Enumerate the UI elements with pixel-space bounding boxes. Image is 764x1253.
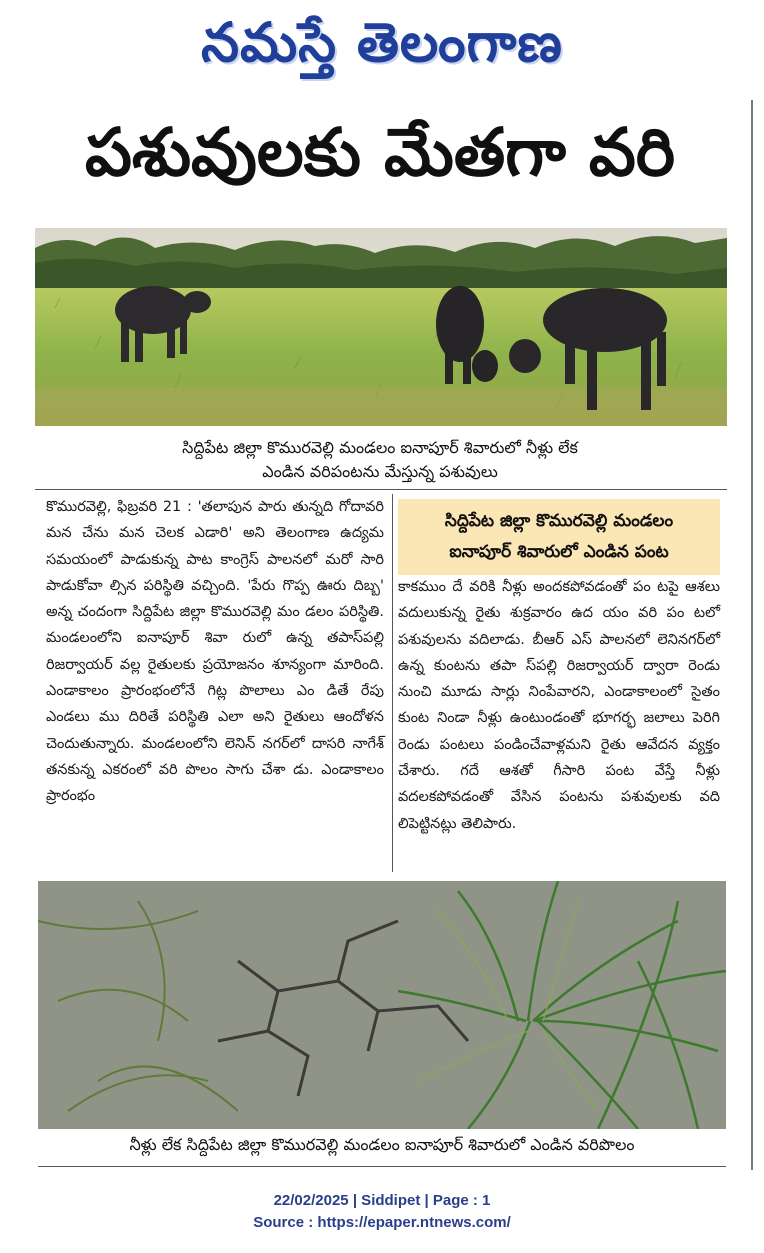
photo2-caption: నీళ్లు లేక సిద్దిపేట జిల్లా కొమురవెల్లి మండలం ఐనాపూర్ శివారులో ఎండిన వరిపొలం xyxy=(129,1135,635,1154)
caption-divider xyxy=(35,489,727,490)
article-headline: పశువులకు మేతగా వరి xyxy=(85,114,675,191)
highlight-box xyxy=(398,499,720,575)
dried-paddy-field-photo xyxy=(38,881,726,1129)
article-body-left-column xyxy=(46,494,384,872)
footer-source-line: Source : https://epaper.ntnews.com/ xyxy=(253,1214,511,1231)
buffaloes-grazing-photo xyxy=(35,228,727,426)
photo1-caption-line2: ఎండిన వరిపంటను మేస్తున్న పశువులు xyxy=(262,462,498,481)
highlight-line2: ఐనాపూర్ శివారులో ఎండిన పంట xyxy=(449,542,669,562)
article-body-right-column xyxy=(398,574,720,874)
page-edge-divider xyxy=(751,100,753,1170)
highlight-line1: సిద్దిపేట జిల్లా కొమురవెల్లి మండలం xyxy=(444,511,674,531)
bottom-divider xyxy=(38,1166,726,1167)
photo1-caption-line1: సిద్దిపేట జిల్లా కొమురవెల్లి మండలం ఐనాపూర్ శివారులో నీళ్లు లేక xyxy=(182,438,578,457)
column-divider xyxy=(392,494,393,872)
newspaper-masthead: నమస్తే తెలంగాణ xyxy=(201,11,563,74)
footer-date-line: 22/02/2025 | Siddipet | Page : 1 xyxy=(273,1192,491,1209)
left-body-text: కొమురవెల్లి, ఫిబ్రవరి 21 : 'తలాపున పారు తున్నది గోదావరి మన చేను మన చెలక ఎడారి' అని తెలంగాణ ఉద్యమ సమయంలో పాడుకున్న పాట కాంగ్రెస్ పాలనలో మరో సారి పాడుకోవా ల్సిన పరిస్థితి వచ్చింది. 'పేరు గొప్ప ఊరు దిబ్బ' అన్న చందంగా సిద్దిపేట జిల్లా కొమురవెల్లి మం డలం పరిస్థితి. మండలంలోని ఐనాపూర్ శివా రులో ఉన్న తపాస్‌పల్లి రిజర్వాయర్ వల్ల రైతులకు ప్రయోజనం శూన్యంగా మారింది. ఎండాకాలం ప్రారంభంలోనే గిట్ల పొలాలు ఎం డితే రేపు ఎండలు ము దిరితే పరిస్థితి ఎలా అని రైతులు ఆందోళన చెందుతున్నారు. మండలంలోని లెనిన్ నగర్‌లో దాసరి నాగేశ్ తనకున్న ఎకరంలో వరి పొలం సాగు చేశా డు. ఎండాకాలం ప్రారంభం xyxy=(46,499,384,805)
right-body-text: కాకముం దే వరికి నీళ్లు అందకపోవడంతో పం టపై ఆశలు వదులుకున్న రైతు శుక్రవారం ఉద యం వరి పం టలో పశువులను వదిలాడు. బీఆర్ ఎస్ పాలనలో లెనినగర్‌లో ఉన్న కుంటను తపా స్‌పల్లి రిజర్వాయర్ ద్వారా రెండు నుంచి మూడు సార్లు నింపేవారని, ఎండాకాలంలో సైతం కుంట నిండా నీళ్లు ఉంటుండంతో భూగర్భ జలాలు పెరిగి రెండు పంటలు పండించేవాళ్లమని రైతు ఆవేదన వ్యక్తం చేశారు. గదే ఆశతో గీసారి పంట వేస్తే నీళ్లు వదలకపోవడంతో వేసిన పంటను పశువులకు వది లిపెట్టినట్లు తెలిపారు. xyxy=(398,579,720,832)
